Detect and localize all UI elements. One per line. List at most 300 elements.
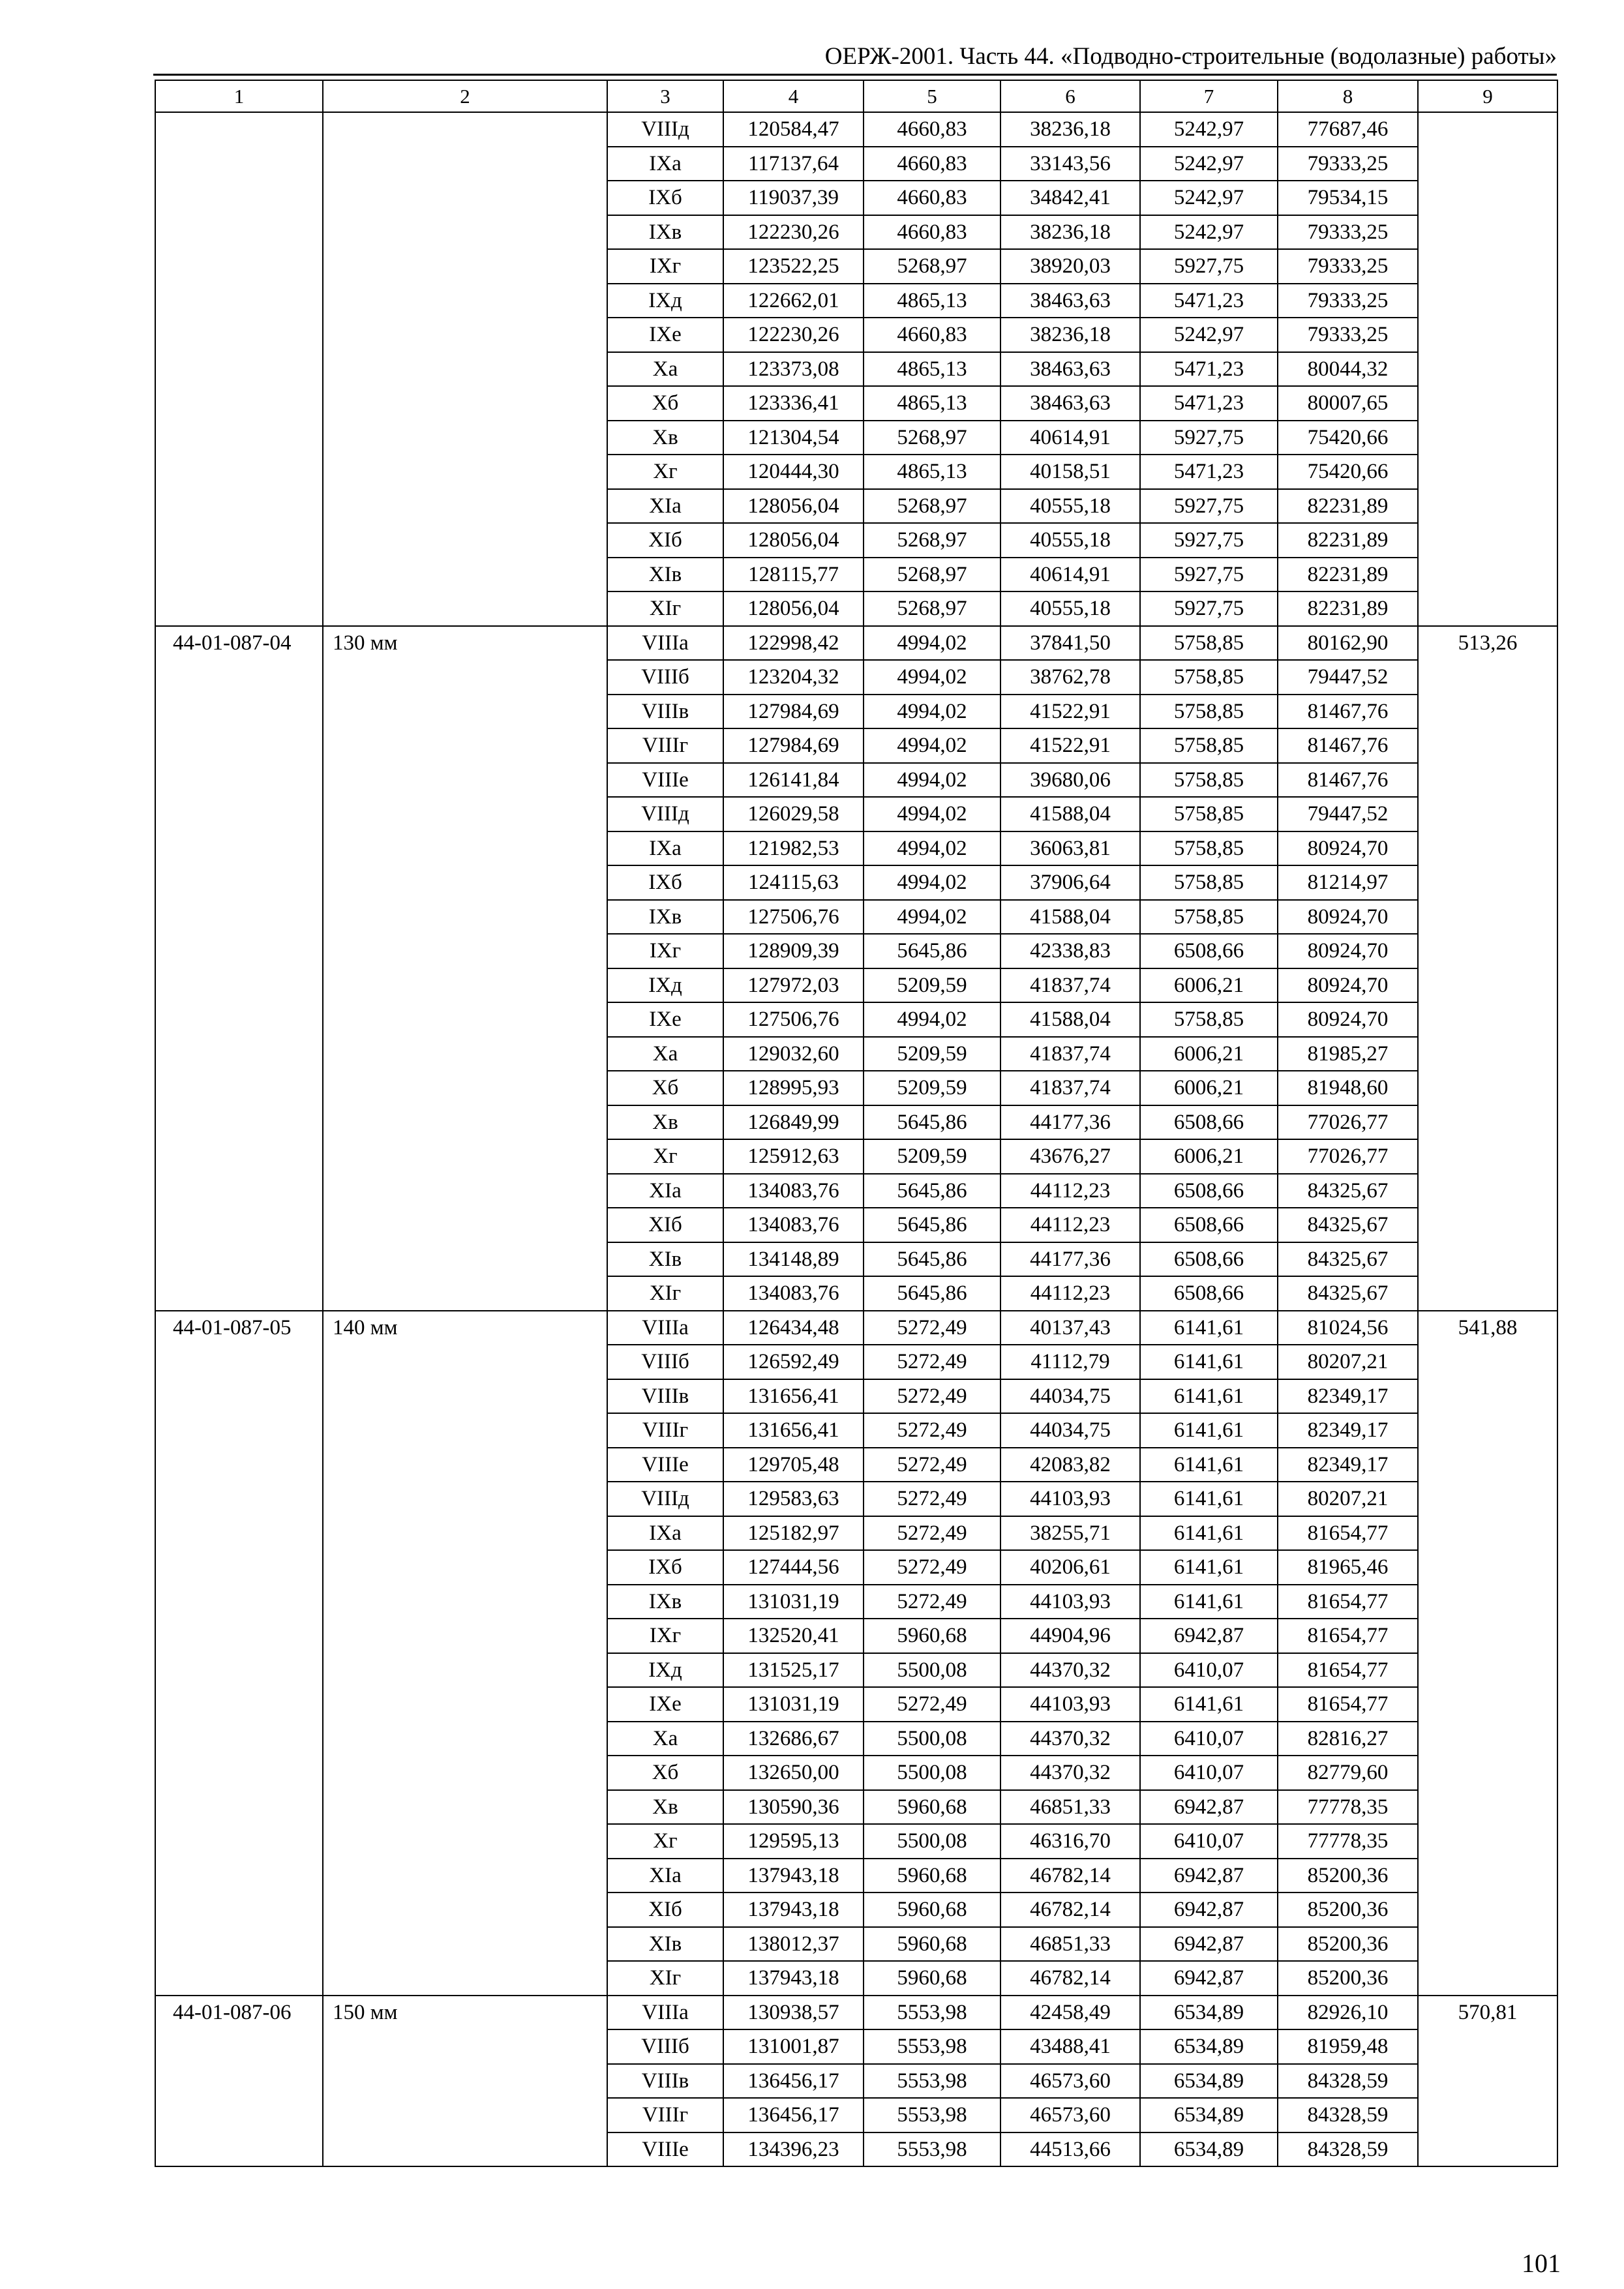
- zone-cell: IXе: [607, 1687, 723, 1722]
- value-cell: 85200,36: [1278, 1859, 1418, 1893]
- value-cell: 123522,25: [723, 249, 864, 284]
- value-cell: 5960,68: [864, 1927, 1000, 1962]
- value-cell: 123373,08: [723, 352, 864, 387]
- value-cell: 6141,61: [1140, 1311, 1278, 1345]
- value-cell: 5268,97: [864, 591, 1000, 626]
- value-cell: 41588,04: [1000, 1002, 1140, 1037]
- zone-cell: VIIIг: [607, 2098, 723, 2132]
- value-cell: 38463,63: [1000, 284, 1140, 318]
- value-cell: 128995,93: [723, 1071, 864, 1105]
- value-cell: 6942,87: [1140, 1790, 1278, 1825]
- value-cell: 75420,66: [1278, 455, 1418, 489]
- value-cell: 4660,83: [864, 112, 1000, 147]
- value-cell: 81467,76: [1278, 695, 1418, 729]
- value-cell: 6141,61: [1140, 1550, 1278, 1585]
- value-cell: 82231,89: [1278, 523, 1418, 558]
- value-cell: 6410,07: [1140, 1756, 1278, 1790]
- value-cell: 6508,66: [1140, 1174, 1278, 1208]
- value-cell: 4660,83: [864, 318, 1000, 352]
- value-cell: 5272,49: [864, 1482, 1000, 1516]
- value-cell: 124115,63: [723, 865, 864, 900]
- value-cell: 46851,33: [1000, 1927, 1140, 1962]
- value-cell: 6508,66: [1140, 934, 1278, 968]
- value-cell: 5500,08: [864, 1824, 1000, 1859]
- value-cell: 5272,49: [864, 1687, 1000, 1722]
- value-cell: 84328,59: [1278, 2098, 1418, 2132]
- rate-price: [1418, 112, 1557, 626]
- value-cell: 84325,67: [1278, 1242, 1418, 1277]
- value-cell: 5242,97: [1140, 112, 1278, 147]
- column-number: 5: [864, 80, 1000, 112]
- value-cell: 81959,48: [1278, 2029, 1418, 2064]
- value-cell: 79333,25: [1278, 215, 1418, 250]
- zone-cell: VIIIа: [607, 626, 723, 661]
- value-cell: 6942,87: [1140, 1927, 1278, 1962]
- value-cell: 79534,15: [1278, 181, 1418, 215]
- value-cell: 5645,86: [864, 1174, 1000, 1208]
- value-cell: 6534,89: [1140, 2098, 1278, 2132]
- value-cell: 4994,02: [864, 900, 1000, 935]
- zone-cell: XIг: [607, 591, 723, 626]
- page-header: ОЕРЖ-2001. Часть 44. «Подводно-строительные (водолазные) работы»: [824, 43, 1557, 70]
- value-cell: 6141,61: [1140, 1585, 1278, 1619]
- rate-price: 541,88: [1418, 1311, 1557, 1996]
- value-cell: 5209,59: [864, 1071, 1000, 1105]
- value-cell: 41112,79: [1000, 1345, 1140, 1379]
- value-cell: 36063,81: [1000, 831, 1140, 866]
- value-cell: 130590,36: [723, 1790, 864, 1825]
- value-cell: 5927,75: [1140, 249, 1278, 284]
- value-cell: 84328,59: [1278, 2132, 1418, 2167]
- value-cell: 5553,98: [864, 2098, 1000, 2132]
- zone-cell: VIIIд: [607, 112, 723, 147]
- value-cell: 128909,39: [723, 934, 864, 968]
- value-cell: 5500,08: [864, 1722, 1000, 1756]
- value-cell: 5268,97: [864, 249, 1000, 284]
- value-cell: 77778,35: [1278, 1790, 1418, 1825]
- value-cell: 77026,77: [1278, 1105, 1418, 1140]
- value-cell: 137943,18: [723, 1893, 864, 1927]
- value-cell: 122998,42: [723, 626, 864, 661]
- value-cell: 84325,67: [1278, 1208, 1418, 1242]
- value-cell: 6534,89: [1140, 2029, 1278, 2064]
- rate-code: [155, 112, 323, 626]
- value-cell: 4994,02: [864, 728, 1000, 763]
- value-cell: 44112,23: [1000, 1174, 1140, 1208]
- value-cell: 6006,21: [1140, 1071, 1278, 1105]
- value-cell: 5471,23: [1140, 284, 1278, 318]
- value-cell: 84328,59: [1278, 2064, 1418, 2099]
- value-cell: 4994,02: [864, 797, 1000, 831]
- value-cell: 5758,85: [1140, 831, 1278, 866]
- value-cell: 82349,17: [1278, 1413, 1418, 1448]
- zone-cell: XIб: [607, 1893, 723, 1927]
- value-cell: 128056,04: [723, 523, 864, 558]
- value-cell: 38255,71: [1000, 1516, 1140, 1551]
- zone-cell: Xв: [607, 421, 723, 455]
- zone-cell: VIIIе: [607, 2132, 723, 2167]
- value-cell: 5272,49: [864, 1311, 1000, 1345]
- value-cell: 44103,93: [1000, 1482, 1140, 1516]
- value-cell: 5272,49: [864, 1516, 1000, 1551]
- table-row: [155, 112, 1557, 147]
- value-cell: 6942,87: [1140, 1893, 1278, 1927]
- table-row: [155, 1311, 1557, 1345]
- value-cell: 85200,36: [1278, 1927, 1418, 1962]
- value-cell: 5927,75: [1140, 523, 1278, 558]
- value-cell: 5758,85: [1140, 900, 1278, 935]
- zone-cell: XIг: [607, 1276, 723, 1311]
- value-cell: 4865,13: [864, 284, 1000, 318]
- value-cell: 38463,63: [1000, 386, 1140, 421]
- value-cell: 134083,76: [723, 1276, 864, 1311]
- value-cell: 120584,47: [723, 112, 864, 147]
- value-cell: 4994,02: [864, 865, 1000, 900]
- value-cell: 5553,98: [864, 2029, 1000, 2064]
- zone-cell: IXг: [607, 1619, 723, 1653]
- value-cell: 6942,87: [1140, 1619, 1278, 1653]
- value-cell: 38236,18: [1000, 318, 1140, 352]
- value-cell: 81467,76: [1278, 763, 1418, 798]
- value-cell: 129705,48: [723, 1448, 864, 1482]
- value-cell: 5758,85: [1140, 865, 1278, 900]
- value-cell: 81654,77: [1278, 1585, 1418, 1619]
- value-cell: 43488,41: [1000, 2029, 1140, 2064]
- zone-cell: VIIIв: [607, 2064, 723, 2099]
- value-cell: 41837,74: [1000, 1037, 1140, 1071]
- rates-table: [155, 80, 1558, 2167]
- value-cell: 126029,58: [723, 797, 864, 831]
- value-cell: 129595,13: [723, 1824, 864, 1859]
- value-cell: 38236,18: [1000, 112, 1140, 147]
- value-cell: 5242,97: [1140, 147, 1278, 181]
- value-cell: 5209,59: [864, 1139, 1000, 1174]
- value-cell: 82816,27: [1278, 1722, 1418, 1756]
- value-cell: 46316,70: [1000, 1824, 1140, 1859]
- value-cell: 5960,68: [864, 1893, 1000, 1927]
- value-cell: 128115,77: [723, 558, 864, 592]
- value-cell: 127984,69: [723, 695, 864, 729]
- value-cell: 5927,75: [1140, 421, 1278, 455]
- zone-cell: Xб: [607, 386, 723, 421]
- value-cell: 6141,61: [1140, 1687, 1278, 1722]
- value-cell: 80924,70: [1278, 900, 1418, 935]
- value-cell: 6006,21: [1140, 1037, 1278, 1071]
- zone-cell: IXе: [607, 318, 723, 352]
- zone-cell: XIа: [607, 1859, 723, 1893]
- rate-name: 140 мм: [323, 1311, 607, 1996]
- value-cell: 81654,77: [1278, 1687, 1418, 1722]
- value-cell: 46573,60: [1000, 2098, 1140, 2132]
- value-cell: 5960,68: [864, 1619, 1000, 1653]
- value-cell: 81654,77: [1278, 1516, 1418, 1551]
- zone-cell: XIг: [607, 1961, 723, 1996]
- value-cell: 44177,36: [1000, 1105, 1140, 1140]
- value-cell: 119037,39: [723, 181, 864, 215]
- value-cell: 6942,87: [1140, 1961, 1278, 1996]
- rate-code: 44-01-087-05: [155, 1311, 323, 1996]
- value-cell: 43676,27: [1000, 1139, 1140, 1174]
- column-number: 9: [1418, 80, 1557, 112]
- value-cell: 40158,51: [1000, 455, 1140, 489]
- zone-cell: XIб: [607, 1208, 723, 1242]
- table-row: [155, 626, 1557, 661]
- value-cell: 126592,49: [723, 1345, 864, 1379]
- zone-cell: VIIIд: [607, 797, 723, 831]
- value-cell: 126141,84: [723, 763, 864, 798]
- value-cell: 79447,52: [1278, 797, 1418, 831]
- value-cell: 38920,03: [1000, 249, 1140, 284]
- zone-cell: XIв: [607, 558, 723, 592]
- zone-cell: VIIIв: [607, 695, 723, 729]
- value-cell: 81654,77: [1278, 1653, 1418, 1688]
- value-cell: 80162,90: [1278, 626, 1418, 661]
- value-cell: 41837,74: [1000, 968, 1140, 1003]
- value-cell: 44112,23: [1000, 1276, 1140, 1311]
- value-cell: 5268,97: [864, 489, 1000, 524]
- value-cell: 80007,65: [1278, 386, 1418, 421]
- value-cell: 44513,66: [1000, 2132, 1140, 2167]
- value-cell: 131656,41: [723, 1413, 864, 1448]
- value-cell: 5272,49: [864, 1585, 1000, 1619]
- value-cell: 130938,57: [723, 1996, 864, 2030]
- value-cell: 84325,67: [1278, 1174, 1418, 1208]
- table-row: [155, 1996, 1557, 2030]
- value-cell: 123204,32: [723, 660, 864, 695]
- value-cell: 121982,53: [723, 831, 864, 866]
- value-cell: 122662,01: [723, 284, 864, 318]
- value-cell: 4660,83: [864, 147, 1000, 181]
- value-cell: 77687,46: [1278, 112, 1418, 147]
- value-cell: 4994,02: [864, 1002, 1000, 1037]
- column-number: 6: [1000, 80, 1140, 112]
- value-cell: 5268,97: [864, 421, 1000, 455]
- column-number-row: [155, 80, 1557, 112]
- value-cell: 81965,46: [1278, 1550, 1418, 1585]
- rate-name: [323, 112, 607, 626]
- value-cell: 6141,61: [1140, 1516, 1278, 1551]
- rate-code: 44-01-087-04: [155, 626, 323, 1311]
- zone-cell: VIIIа: [607, 1996, 723, 2030]
- value-cell: 4994,02: [864, 660, 1000, 695]
- value-cell: 38463,63: [1000, 352, 1140, 387]
- zone-cell: VIIIб: [607, 660, 723, 695]
- value-cell: 5209,59: [864, 968, 1000, 1003]
- value-cell: 80924,70: [1278, 968, 1418, 1003]
- zone-cell: VIIIг: [607, 1413, 723, 1448]
- value-cell: 122230,26: [723, 318, 864, 352]
- value-cell: 5553,98: [864, 1996, 1000, 2030]
- rate-price: 513,26: [1418, 626, 1557, 1311]
- value-cell: 6534,89: [1140, 1996, 1278, 2030]
- rate-code: 44-01-087-06: [155, 1996, 323, 2167]
- value-cell: 6508,66: [1140, 1208, 1278, 1242]
- value-cell: 41837,74: [1000, 1071, 1140, 1105]
- value-cell: 80924,70: [1278, 934, 1418, 968]
- zone-cell: IXд: [607, 284, 723, 318]
- value-cell: 46782,14: [1000, 1859, 1140, 1893]
- value-cell: 132686,67: [723, 1722, 864, 1756]
- value-cell: 79333,25: [1278, 249, 1418, 284]
- value-cell: 6006,21: [1140, 968, 1278, 1003]
- zone-cell: IXе: [607, 1002, 723, 1037]
- value-cell: 80207,21: [1278, 1345, 1418, 1379]
- value-cell: 40555,18: [1000, 523, 1140, 558]
- zone-cell: VIIIд: [607, 1482, 723, 1516]
- column-number: 8: [1278, 80, 1418, 112]
- zone-cell: VIIIв: [607, 1379, 723, 1414]
- value-cell: 5471,23: [1140, 386, 1278, 421]
- zone-cell: Xб: [607, 1756, 723, 1790]
- value-cell: 44112,23: [1000, 1208, 1140, 1242]
- value-cell: 129032,60: [723, 1037, 864, 1071]
- zone-cell: VIIIб: [607, 1345, 723, 1379]
- value-cell: 134083,76: [723, 1208, 864, 1242]
- value-cell: 5960,68: [864, 1790, 1000, 1825]
- value-cell: 137943,18: [723, 1961, 864, 1996]
- value-cell: 6410,07: [1140, 1824, 1278, 1859]
- value-cell: 44103,93: [1000, 1585, 1140, 1619]
- page-number: 101: [1522, 2249, 1561, 2278]
- value-cell: 77778,35: [1278, 1824, 1418, 1859]
- value-cell: 5645,86: [864, 1208, 1000, 1242]
- rate-price: 570,81: [1418, 1996, 1557, 2167]
- value-cell: 6534,89: [1140, 2132, 1278, 2167]
- column-number: 2: [323, 80, 607, 112]
- value-cell: 128056,04: [723, 591, 864, 626]
- value-cell: 85200,36: [1278, 1893, 1418, 1927]
- zone-cell: XIб: [607, 523, 723, 558]
- zone-cell: XIв: [607, 1927, 723, 1962]
- value-cell: 38236,18: [1000, 215, 1140, 250]
- value-cell: 134083,76: [723, 1174, 864, 1208]
- value-cell: 80924,70: [1278, 1002, 1418, 1037]
- value-cell: 4994,02: [864, 626, 1000, 661]
- value-cell: 33143,56: [1000, 147, 1140, 181]
- value-cell: 5758,85: [1140, 695, 1278, 729]
- value-cell: 5758,85: [1140, 763, 1278, 798]
- value-cell: 46573,60: [1000, 2064, 1140, 2099]
- value-cell: 41588,04: [1000, 900, 1140, 935]
- value-cell: 120444,30: [723, 455, 864, 489]
- zone-cell: XIв: [607, 1242, 723, 1277]
- value-cell: 40206,61: [1000, 1550, 1140, 1585]
- value-cell: 137943,18: [723, 1859, 864, 1893]
- value-cell: 127972,03: [723, 968, 864, 1003]
- value-cell: 127506,76: [723, 1002, 864, 1037]
- value-cell: 5960,68: [864, 1961, 1000, 1996]
- value-cell: 5758,85: [1140, 660, 1278, 695]
- value-cell: 4660,83: [864, 181, 1000, 215]
- value-cell: 40555,18: [1000, 489, 1140, 524]
- zone-cell: IXа: [607, 147, 723, 181]
- value-cell: 4865,13: [864, 352, 1000, 387]
- zone-cell: VIIIе: [607, 763, 723, 798]
- value-cell: 6141,61: [1140, 1379, 1278, 1414]
- value-cell: 42458,49: [1000, 1996, 1140, 2030]
- value-cell: 46782,14: [1000, 1893, 1140, 1927]
- value-cell: 79333,25: [1278, 147, 1418, 181]
- value-cell: 132520,41: [723, 1619, 864, 1653]
- value-cell: 6942,87: [1140, 1859, 1278, 1893]
- value-cell: 5272,49: [864, 1448, 1000, 1482]
- value-cell: 6141,61: [1140, 1345, 1278, 1379]
- value-cell: 5242,97: [1140, 215, 1278, 250]
- value-cell: 44370,32: [1000, 1653, 1140, 1688]
- value-cell: 44370,32: [1000, 1722, 1140, 1756]
- value-cell: 4994,02: [864, 831, 1000, 866]
- value-cell: 5272,49: [864, 1379, 1000, 1414]
- value-cell: 41522,91: [1000, 728, 1140, 763]
- value-cell: 5758,85: [1140, 728, 1278, 763]
- value-cell: 6410,07: [1140, 1653, 1278, 1688]
- value-cell: 6141,61: [1140, 1448, 1278, 1482]
- value-cell: 42338,83: [1000, 934, 1140, 968]
- zone-cell: IXа: [607, 831, 723, 866]
- zone-cell: IXг: [607, 934, 723, 968]
- zone-cell: XIа: [607, 1174, 723, 1208]
- value-cell: 80044,32: [1278, 352, 1418, 387]
- value-cell: 5268,97: [864, 523, 1000, 558]
- value-cell: 81467,76: [1278, 728, 1418, 763]
- value-cell: 80207,21: [1278, 1482, 1418, 1516]
- value-cell: 136456,17: [723, 2098, 864, 2132]
- zone-cell: IXа: [607, 1516, 723, 1551]
- table-body: [155, 80, 1557, 2166]
- value-cell: 79333,25: [1278, 318, 1418, 352]
- zone-cell: IXв: [607, 900, 723, 935]
- value-cell: 80924,70: [1278, 831, 1418, 866]
- value-cell: 4865,13: [864, 386, 1000, 421]
- value-cell: 4865,13: [864, 455, 1000, 489]
- value-cell: 5758,85: [1140, 797, 1278, 831]
- value-cell: 39680,06: [1000, 763, 1140, 798]
- value-cell: 5272,49: [864, 1345, 1000, 1379]
- rate-name: 130 мм: [323, 626, 607, 1311]
- value-cell: 42083,82: [1000, 1448, 1140, 1482]
- value-cell: 46782,14: [1000, 1961, 1140, 1996]
- value-cell: 81214,97: [1278, 865, 1418, 900]
- value-cell: 6508,66: [1140, 1105, 1278, 1140]
- zone-cell: Xв: [607, 1105, 723, 1140]
- rate-name: 150 мм: [323, 1996, 607, 2167]
- value-cell: 136456,17: [723, 2064, 864, 2099]
- value-cell: 127984,69: [723, 728, 864, 763]
- value-cell: 5927,75: [1140, 489, 1278, 524]
- column-number: 1: [155, 80, 323, 112]
- value-cell: 6508,66: [1140, 1242, 1278, 1277]
- zone-cell: Xа: [607, 1722, 723, 1756]
- value-cell: 81024,56: [1278, 1311, 1418, 1345]
- value-cell: 84325,67: [1278, 1276, 1418, 1311]
- value-cell: 121304,54: [723, 421, 864, 455]
- zone-cell: XIа: [607, 489, 723, 524]
- value-cell: 5553,98: [864, 2064, 1000, 2099]
- value-cell: 134148,89: [723, 1242, 864, 1277]
- value-cell: 126849,99: [723, 1105, 864, 1140]
- value-cell: 5553,98: [864, 2132, 1000, 2167]
- value-cell: 79333,25: [1278, 284, 1418, 318]
- value-cell: 138012,37: [723, 1927, 864, 1962]
- value-cell: 41588,04: [1000, 797, 1140, 831]
- zone-cell: IXб: [607, 181, 723, 215]
- value-cell: 6534,89: [1140, 2064, 1278, 2099]
- zone-cell: VIIIе: [607, 1448, 723, 1482]
- value-cell: 81948,60: [1278, 1071, 1418, 1105]
- value-cell: 5645,86: [864, 934, 1000, 968]
- value-cell: 5272,49: [864, 1550, 1000, 1585]
- zone-cell: Xа: [607, 352, 723, 387]
